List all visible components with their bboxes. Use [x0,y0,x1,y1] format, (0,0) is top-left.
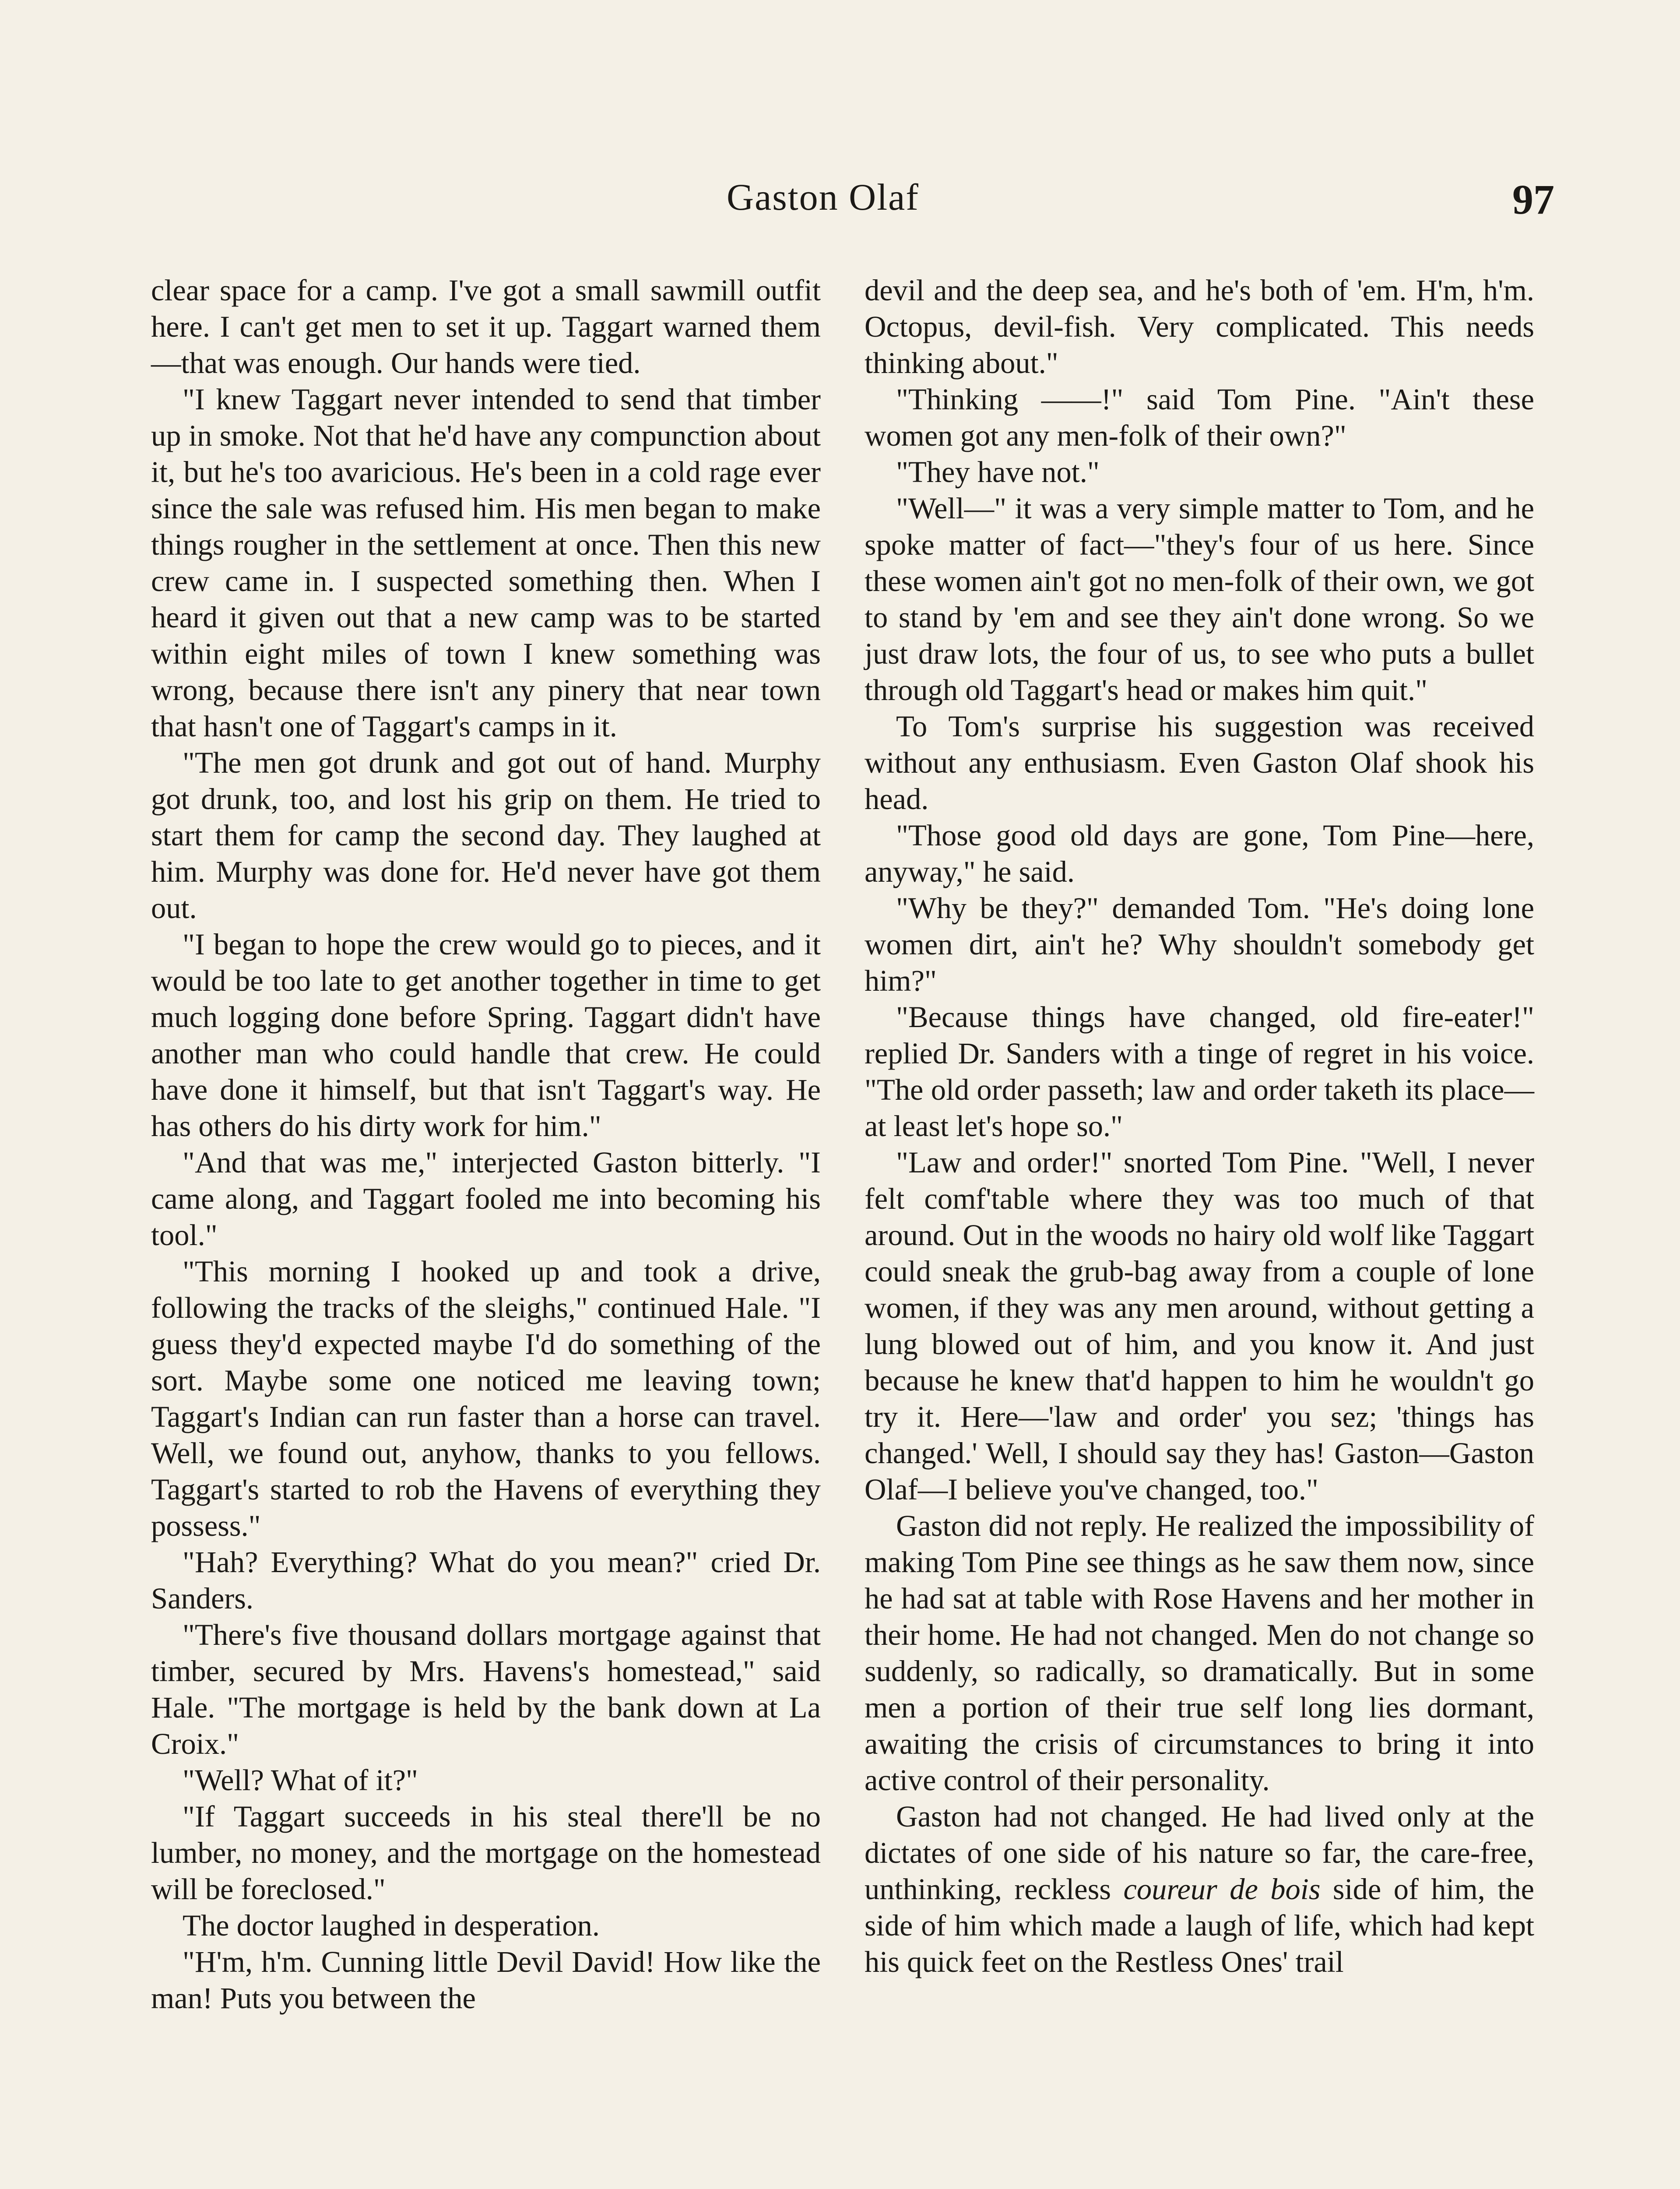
paragraph-with-italic [865,1798,1534,1980]
paragraph: "This morning I hooked up and took a drive, following the tracks of the sleighs," continued Hale. "I guess they'd expected maybe I'd do something of the sort. Maybe some one noticed me leaving town; Taggart's Indian can run faster than a horse can travel. Well, we found out, anyhow, thanks to you fellows. Taggart's started to rob the Havens of everything they possess." [151,1255,821,1542]
paragraph: "I began to hope the crew would go to pieces, and it would be too late to get another together in time to get much logging done before Spring. Taggart didn't have another man who could handle that crew. He could have done it himself, but that isn't Taggart's way. He has others do his dirty work for him." [151,928,821,1143]
text-run: Gaston had not changed. He had lived only at the dictates of one side of his nature so far, the care-free, unthinking, reckless [865,1800,1534,1906]
right-text-column [865,272,1534,1980]
italic-phrase: coureur de bois [1123,1872,1321,1906]
paragraph: "And that was me," interjected Gaston bitterly. "I came along, and Taggart fooled me into becoming his tool." [151,1146,821,1252]
paragraph: "Thinking ——!" said Tom Pine. "Ain't these women got any men-folk of their own?" [865,383,1534,452]
paragraph: To Tom's surprise his suggestion was received without any enthusiasm. Even Gaston Olaf shook his head. [865,710,1534,816]
paragraph: "Well? What of it?" [183,1763,418,1797]
paragraph: Gaston did not reply. He realized the impossibility of making Tom Pine see things as he saw them now, since he had sat at table with Rose Havens and her mother in their home. He had not changed. Men do not change so suddenly, so radically, so dramatically. But in some men a portion of their true self long lies dormant, awaiting the crisis of circumstances to bring it into active control of their personality. [865,1509,1534,1797]
paragraph: "Why be they?" demanded Tom. "He's doing lone women dirt, ain't he? Why shouldn't somebody get him?" [865,891,1534,997]
text-run: side of him, the side of him which made a laugh of life, which had kept his quick feet on the Restless Ones' trail [865,1872,1534,1978]
left-text-column [151,272,821,2017]
page-number: 97 [1512,176,1554,223]
paragraph: "Well—" it was a very simple matter to Tom, and he spoke matter of fact—"they's four of us here. Since these women ain't got no men-folk of their own, we got to stand by 'em and see they ain't done wrong. So we just draw lots, the four of us, to see who puts a bullet through old Taggart's head or makes him quit." [865,492,1534,707]
paragraph: "H'm, h'm. Cunning little Devil David! How like the man! Puts you between the [151,1945,821,2015]
paragraph: devil and the deep sea, and he's both of 'em. H'm, h'm. Octopus, devil-fish. Very complicated. This needs thinking about." [865,274,1534,380]
paragraph: clear space for a camp. I've got a small sawmill outfit here. I can't get men to set it up. Taggart warned them—that was enough. Our hands were tied. [151,274,821,380]
paragraph: "Law and order!" snorted Tom Pine. "Well, I never felt comf'table where they was too much of that around. Out in the woods no hairy old wolf like Taggart could sneak the grub-bag away from a couple of lone women, if they was any men around, without getting a lung blowed out of him, and you know it. And just because he knew that'd happen to him he wouldn't go try it. Here—'law and order' you sez; 'things has changed.' Well, I should say they has! Gaston—Gaston Olaf—I believe you've changed, too." [865,1146,1534,1506]
paragraph: The doctor laughed in desperation. [183,1909,600,1942]
paragraph: "They have not." [896,455,1100,489]
paragraph: "Those good old days are gone, Tom Pine—here, anyway," he said. [865,819,1534,888]
running-head-title: Gaston Olaf [727,176,919,218]
paragraph: "If Taggart succeeds in his steal there'll be no lumber, no money, and the mortgage on the homestead will be foreclosed." [151,1800,821,1906]
paragraph: "The men got drunk and got out of hand. Murphy got drunk, too, and lost his grip on them. He tried to start them for camp the second day. They laughed at him. Murphy was done for. He'd never have got them out. [151,746,821,925]
paragraph: "There's five thousand dollars mortgage against that timber, secured by Mrs. Havens's homestead," said Hale. "The mortgage is held by the bank down at La Croix." [151,1618,821,1760]
paragraph: "Because things have changed, old fire-eater!" replied Dr. Sanders with a tinge of regret in his voice. "The old order passeth; law and order taketh its place—at least let's hope so." [865,1000,1534,1143]
paragraph: "I knew Taggart never intended to send that timber up in smoke. Not that he'd have any compunction about it, but he's too avaricious. He's been in a cold rage ever since the sale was refused him. His men began to make things rougher in the settlement at once. Then this new crew came in. I suspected something then. When I heard it given out that a new camp was to be started within eight miles of town I knew something was wrong, because there isn't any pinery that near town that hasn't one of Taggart's camps in it. [151,383,821,743]
running-head [0,175,1680,236]
paragraph: "Hah? Everything? What do you mean?" cried Dr. Sanders. [151,1545,821,1615]
